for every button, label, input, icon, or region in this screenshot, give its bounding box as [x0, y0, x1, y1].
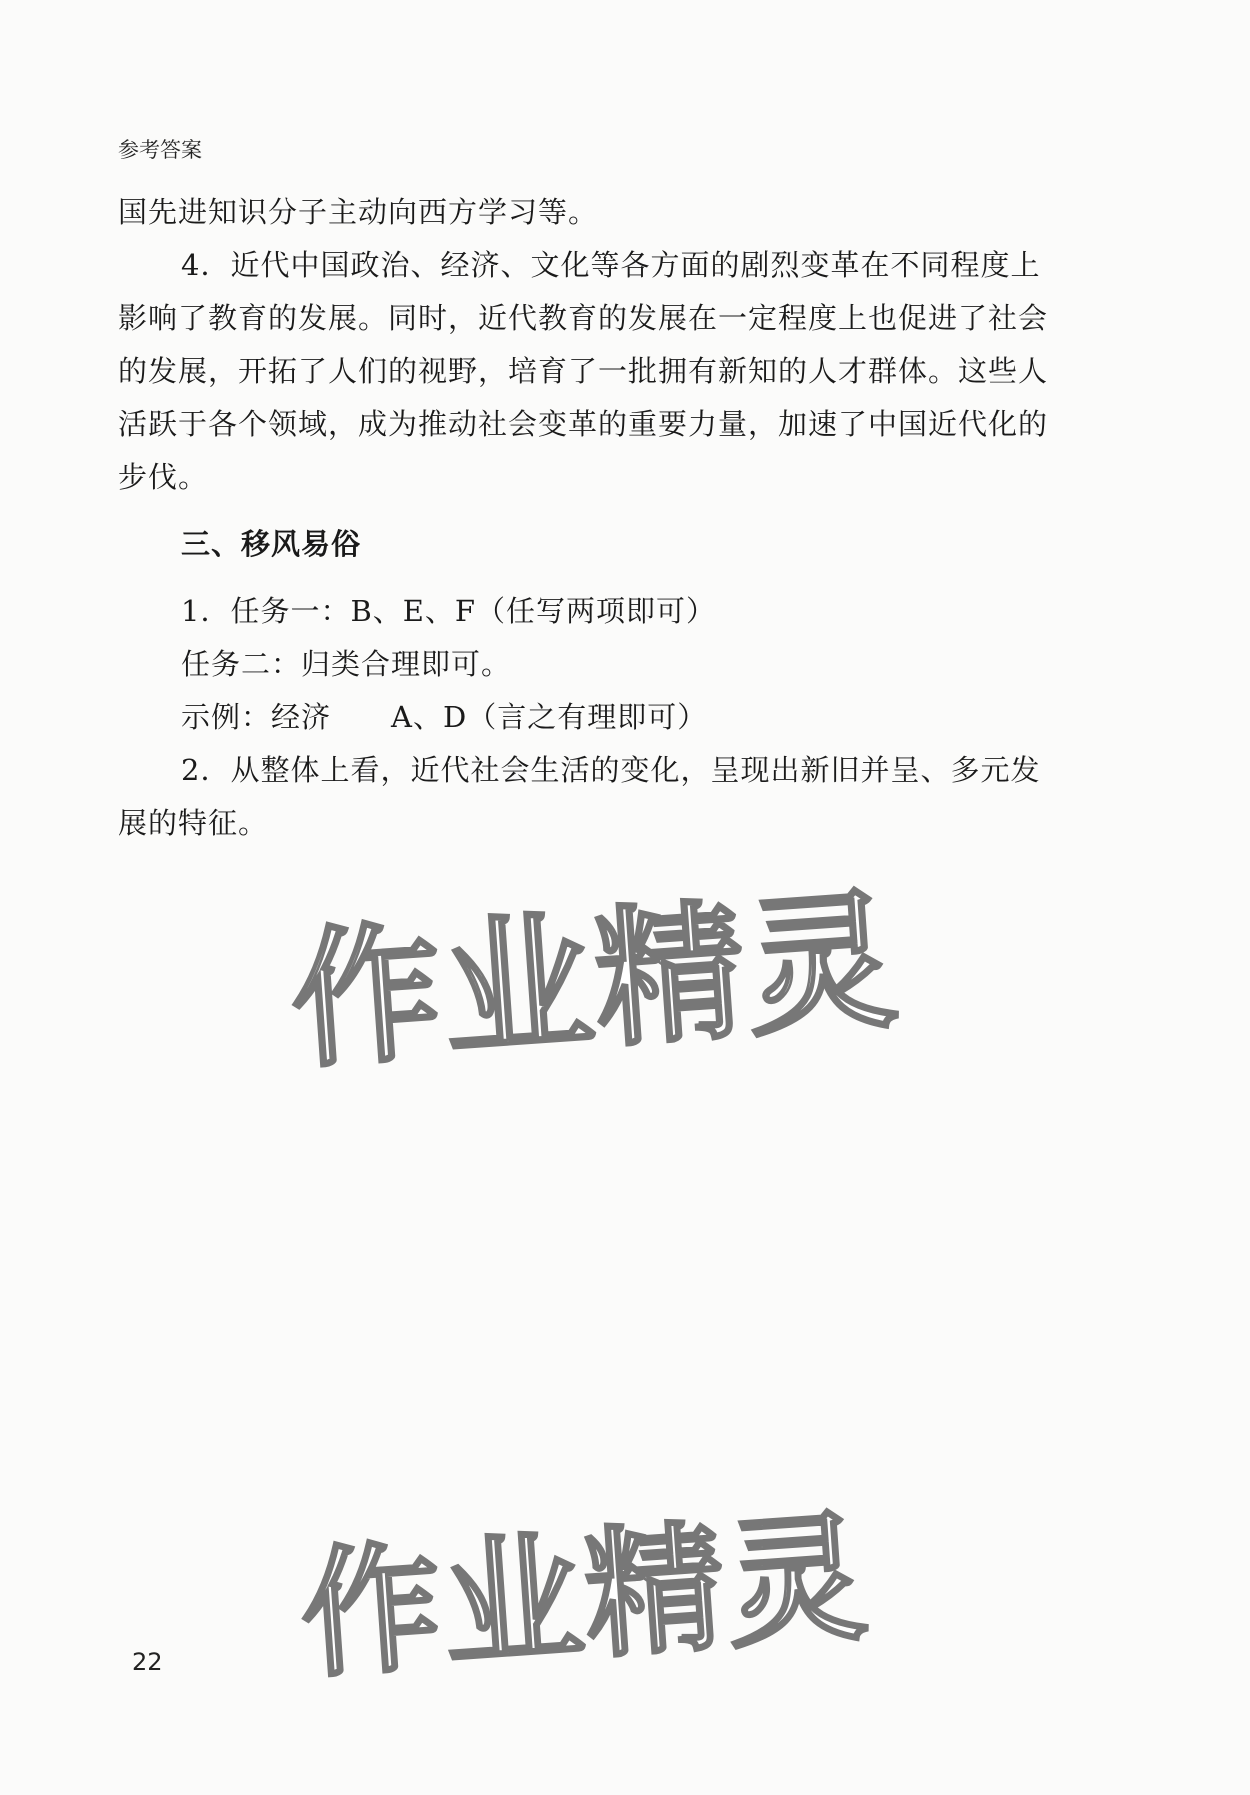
watermark: 作业精灵 [295, 1496, 874, 1699]
watermark: 作业精灵 [285, 873, 905, 1090]
text-line: 活跃于各个领域，成为推动社会变革的重要力量，加速了中国近代化的 [118, 407, 1049, 441]
answer-line: 1．任务一：B、E、F（任写两项即可） [181, 594, 717, 628]
answer-line: 任务二：归类合理即可。 [181, 647, 512, 681]
page-header: 参考答案 [118, 138, 202, 162]
answer-line: 2．从整体上看，近代社会生活的变化，呈现出新旧并呈、多元发 [181, 753, 1041, 787]
text-line: 的发展，开拓了人们的视野，培育了一批拥有新知的人才群体。这些人 [118, 354, 1049, 388]
answer-line: 展的特征。 [118, 806, 269, 840]
section-title: 三、移风易俗 [181, 527, 362, 561]
page-number: 22 [132, 1648, 163, 1676]
text-line: 4．近代中国政治、经济、文化等各方面的剧烈变革在不同程度上 [181, 248, 1041, 282]
answer-line: 示例：经济 A、D（言之有理即可） [181, 700, 708, 734]
text-line: 步伐。 [118, 460, 209, 494]
answer-body [118, 186, 1108, 850]
text-line: 国先进知识分子主动向西方学习等。 [118, 195, 599, 229]
text-line: 影响了教育的发展。同时，近代教育的发展在一定程度上也促进了社会 [118, 301, 1049, 335]
